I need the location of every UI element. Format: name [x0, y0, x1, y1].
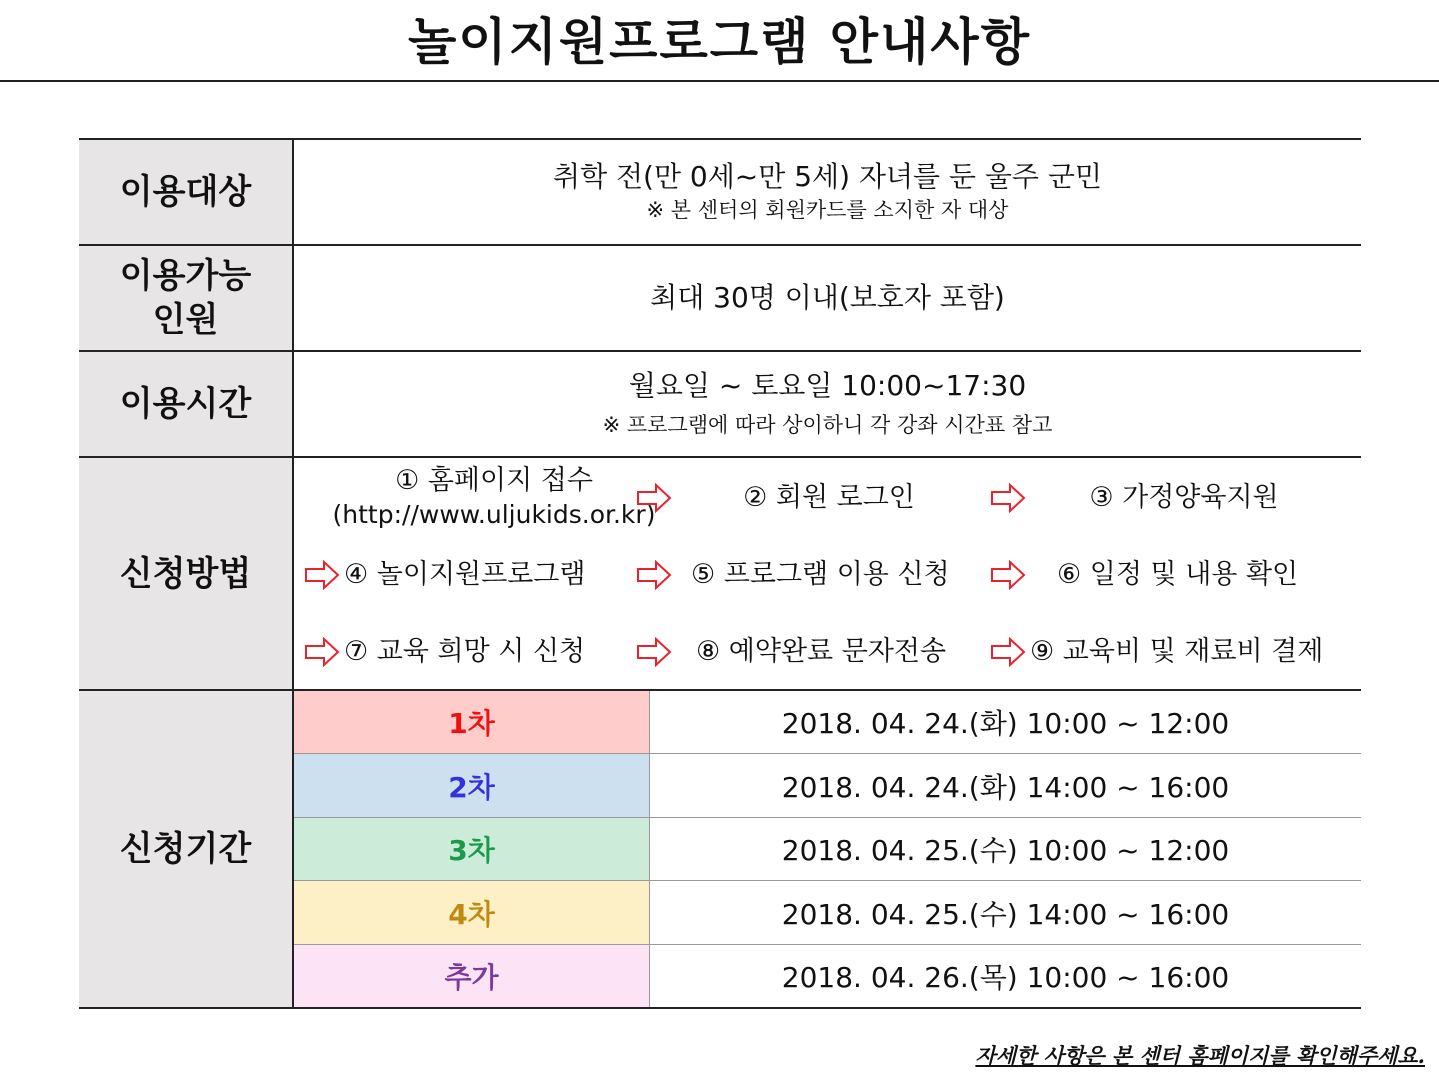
table-column-rule: [292, 138, 294, 1009]
round-cell-2: 2차: [294, 754, 649, 817]
table-rule-thin: [292, 880, 1361, 881]
info-table: [79, 138, 1361, 1009]
target-content: [294, 140, 1361, 244]
step-6: ⑥ 일정 및 내용 확인: [1057, 559, 1299, 590]
schedule-cell-5: 2018. 04. 26.(목) 10:00 ~ 16:00: [781, 961, 1230, 994]
step-2: ② 회원 로그인: [743, 482, 915, 513]
table-rule: [79, 350, 1361, 352]
round-cell-5: 추가: [294, 945, 649, 1007]
arrow-right-icon: [304, 637, 340, 667]
arrow-right-icon: [304, 560, 340, 590]
schedule-cell-3: 2018. 04. 25.(수) 10:00 ~ 12:00: [781, 834, 1230, 867]
label-period: 신청기간: [79, 691, 292, 1007]
target-note: ※ 본 센터의 회원카드를 소지한 자 대상: [646, 198, 1009, 222]
hours-main: 월요일 ~ 토요일 10:00~17:30: [628, 369, 1027, 402]
page-title: 놀이지원프로그램 안내사항: [407, 13, 1031, 71]
label-target: 이용대상: [79, 140, 292, 244]
label-hours: 이용시간: [79, 352, 292, 456]
label-capacity: 이용가능 인원: [79, 246, 292, 350]
round-cell-3: 3차: [294, 818, 649, 880]
capacity-content: [294, 246, 1361, 350]
table-column-rule-thin: [649, 691, 650, 1007]
capacity-main: 최대 30명 이내(보호자 포함): [650, 281, 1005, 314]
schedule-cell-1: 2018. 04. 24.(화) 10:00 ~ 12:00: [781, 707, 1230, 740]
title-divider: [0, 80, 1439, 82]
round-cell-4: 4차: [294, 881, 649, 944]
step-1: [324, 464, 664, 532]
round-cell-1: 1차: [294, 691, 649, 753]
table-rule-thin: [292, 944, 1361, 945]
step-9: ⑨ 교육비 및 재료비 결제: [1030, 636, 1324, 667]
table-rule: [79, 689, 1361, 691]
arrow-right-icon: [636, 560, 672, 590]
hours-content: [294, 352, 1361, 456]
schedule-cell-2: 2018. 04. 24.(화) 14:00 ~ 16:00: [781, 770, 1230, 804]
arrow-right-icon: [990, 483, 1026, 513]
target-main: 취학 전(만 0세~만 5세) 자녀를 둔 울주 군민: [553, 160, 1102, 193]
step-8: ⑧ 예약완료 문자전송: [696, 636, 947, 667]
footer-note: 자세한 사항은 본 센터 홈페이지를 확인해주세요.: [975, 1043, 1425, 1068]
schedule-cell-4: 2018. 04. 25.(수) 14:00 ~ 16:00: [781, 897, 1230, 931]
table-rule: [79, 1007, 1361, 1009]
table-rule: [79, 244, 1361, 246]
table-rule-thin: [292, 753, 1361, 754]
hours-note: ※ 프로그램에 따라 상이하니 각 강좌 시간표 참고: [602, 413, 1053, 437]
step-7: ⑦ 교육 희망 시 신청: [344, 636, 586, 667]
arrow-right-icon: [636, 637, 672, 667]
arrow-right-icon: [990, 560, 1026, 590]
table-rule: [79, 138, 1361, 140]
table-rule: [79, 456, 1361, 458]
arrow-right-icon: [636, 483, 672, 513]
step-1-url: (http://www.uljukids.or.kr): [332, 500, 656, 529]
step-3: ③ 가정양육지원: [1089, 482, 1279, 513]
label-method: 신청방법: [79, 458, 292, 689]
step-4: ④ 놀이지원프로그램: [344, 559, 586, 590]
step-5: ⑤ 프로그램 이용 신청: [691, 559, 950, 590]
table-rule-thin: [292, 817, 1361, 818]
step-1-label: ① 홈페이지 접수: [395, 465, 593, 496]
arrow-right-icon: [990, 637, 1026, 667]
